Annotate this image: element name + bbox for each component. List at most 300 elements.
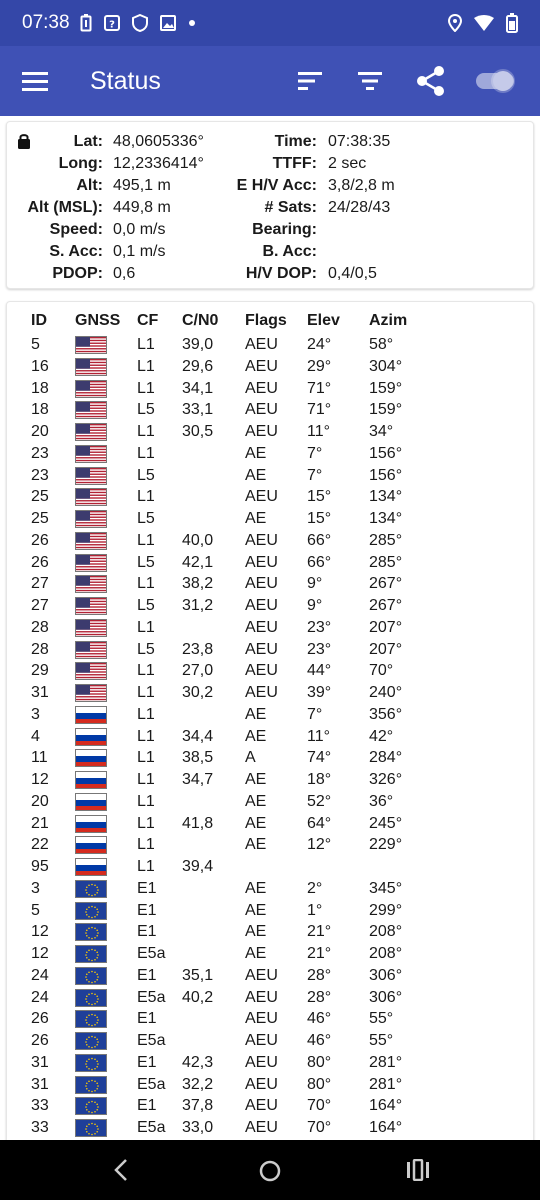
cell-cf: L5 <box>137 640 155 658</box>
cell-cn0: 40,2 <box>182 988 214 1006</box>
cell-elev: 11° <box>307 727 331 745</box>
cell-azim: 36° <box>369 792 394 810</box>
cell-flags: AEU <box>245 1053 278 1071</box>
flag-us-icon <box>75 380 107 398</box>
cell-id: 21 <box>31 814 49 832</box>
cell-flags: AEU <box>245 423 278 440</box>
cell-cf: E1 <box>137 879 157 897</box>
bearing-acc-label: B. Acc: <box>262 243 317 260</box>
cell-flags: AEU <box>245 401 278 419</box>
cell-id: 31 <box>31 684 49 701</box>
flag-us-icon <box>75 423 107 441</box>
col-azim: Azim <box>369 312 408 329</box>
cell-flags: AEU <box>245 1032 278 1049</box>
cell-elev: 70° <box>307 1097 332 1115</box>
table-row <box>7 334 534 356</box>
cell-id: 12 <box>31 923 49 941</box>
table-row <box>7 530 534 552</box>
cell-id: 24 <box>31 988 49 1006</box>
cell-cf: E5a <box>137 1032 166 1049</box>
cell-flags: AE <box>245 792 267 810</box>
flag-us-icon <box>75 532 107 550</box>
location-card <box>6 121 534 289</box>
help-box-icon <box>104 15 120 31</box>
table-row <box>7 595 534 617</box>
speed-label: Speed: <box>49 221 103 238</box>
filter-icon[interactable] <box>356 68 384 94</box>
flag-us-icon <box>75 575 107 593</box>
flag-us-icon <box>75 554 107 572</box>
cell-azim: 164° <box>369 1119 403 1136</box>
cell-id: 26 <box>31 1010 49 1028</box>
cell-cn0: 29,6 <box>182 357 214 375</box>
back-icon[interactable] <box>110 1158 132 1182</box>
speed-acc-label: S. Acc: <box>49 243 103 260</box>
image-icon <box>160 15 176 31</box>
time-label: Time: <box>274 133 317 150</box>
cell-id: 33 <box>31 1119 49 1136</box>
ehv-acc-label: E H/V Acc: <box>236 177 317 194</box>
wifi-icon <box>474 15 494 31</box>
cell-elev: 28° <box>307 966 332 984</box>
cell-elev: 74° <box>307 749 332 767</box>
cell-elev: 66° <box>307 531 332 549</box>
col-cf: CF <box>137 312 159 329</box>
cell-id: 18 <box>31 401 49 419</box>
table-row <box>7 639 534 661</box>
recents-icon[interactable] <box>406 1159 430 1181</box>
cell-id: 4 <box>31 727 40 745</box>
battery-saver-icon <box>80 14 92 32</box>
flag-eu-icon <box>75 1054 107 1072</box>
table-row <box>7 421 534 443</box>
flag-eu-icon <box>75 989 107 1007</box>
cell-azim: 240° <box>369 684 403 701</box>
time-value: 07:38:35 <box>328 133 391 150</box>
cell-cn0: 34,4 <box>182 727 214 745</box>
flag-us-icon <box>75 641 107 659</box>
cell-id: 5 <box>31 901 40 919</box>
cell-azim: 345° <box>369 879 403 897</box>
table-row <box>7 617 534 639</box>
cell-flags: AEU <box>245 1119 278 1136</box>
cell-flags: AE <box>245 444 267 462</box>
cell-flags: AE <box>245 510 267 527</box>
cell-cf: L5 <box>137 510 155 527</box>
cell-cn0: 27,0 <box>182 662 214 680</box>
cell-cf: L5 <box>137 401 155 419</box>
flag-eu-icon <box>75 1010 107 1028</box>
table-row <box>7 660 534 682</box>
cell-elev: 23° <box>307 618 332 636</box>
cell-azim: 267° <box>369 575 403 593</box>
cell-flags: AEU <box>245 553 278 571</box>
cell-flags: AE <box>245 466 267 484</box>
pdop-label: PDOP: <box>52 265 103 282</box>
cell-elev: 44° <box>307 662 332 680</box>
cell-flags: AEU <box>245 1097 278 1115</box>
cell-id: 95 <box>31 858 49 875</box>
cell-flags: AE <box>245 705 267 723</box>
cell-cn0: 33,0 <box>182 1119 214 1136</box>
cell-flags: AEU <box>245 640 278 658</box>
cell-elev: 80° <box>307 1053 332 1071</box>
table-row <box>7 1095 534 1117</box>
cell-id: 26 <box>31 553 49 571</box>
flag-us-icon <box>75 336 107 354</box>
cell-cf: L1 <box>137 662 155 680</box>
table-row <box>7 921 534 943</box>
alt-value: 495,1 m <box>113 177 171 194</box>
cell-elev: 18° <box>307 771 332 788</box>
cell-id: 26 <box>31 1032 49 1049</box>
flag-us-icon <box>75 619 107 637</box>
satellite-table[interactable] <box>6 301 534 1161</box>
table-row <box>7 443 534 465</box>
cell-azim: 55° <box>369 1010 394 1028</box>
cell-azim: 207° <box>369 640 403 658</box>
cell-flags: A <box>245 749 256 767</box>
flag-us-icon <box>75 401 107 419</box>
cell-id: 31 <box>31 1053 49 1071</box>
cell-azim: 299° <box>369 901 403 919</box>
cell-id: 16 <box>31 357 49 375</box>
cell-azim: 159° <box>369 401 403 419</box>
cell-azim: 326° <box>369 771 403 788</box>
cell-cf: L1 <box>137 792 155 810</box>
cell-cn0: 30,2 <box>182 684 214 701</box>
flag-eu-icon <box>75 923 107 941</box>
cell-elev: 21° <box>307 923 332 941</box>
cell-azim: 156° <box>369 444 403 462</box>
cell-elev: 39° <box>307 684 332 701</box>
cell-id: 27 <box>31 597 49 614</box>
cell-flags: AEU <box>245 531 278 549</box>
cell-cn0: 39,0 <box>182 336 214 353</box>
table-row <box>7 1030 534 1052</box>
table-row <box>7 508 534 530</box>
cell-cf: L1 <box>137 836 155 854</box>
pdop-value: 0,6 <box>113 265 136 282</box>
cell-cf: L1 <box>137 336 155 353</box>
cell-cf: E1 <box>137 901 157 919</box>
table-row <box>7 552 534 574</box>
cell-flags: AEU <box>245 988 278 1006</box>
cell-cn0: 38,2 <box>182 575 214 593</box>
col-cn0: C/N0 <box>182 312 219 329</box>
cell-elev: 71° <box>307 379 332 397</box>
table-row <box>7 486 534 508</box>
svg-text:?: ? <box>109 19 115 31</box>
cell-azim: 304° <box>369 357 403 375</box>
cell-flags: AE <box>245 836 267 854</box>
cell-cf: L1 <box>137 771 155 788</box>
cell-azim: 208° <box>369 945 403 962</box>
flag-us-icon <box>75 510 107 528</box>
cell-flags: AEU <box>245 1075 278 1093</box>
cell-elev: 66° <box>307 553 332 571</box>
cell-elev: 23° <box>307 640 332 658</box>
cell-cn0: 38,5 <box>182 749 214 767</box>
table-row <box>7 465 534 487</box>
long-value: 12,2336414° <box>113 155 204 172</box>
shield-icon <box>132 14 148 32</box>
cell-id: 11 <box>31 749 48 767</box>
cell-elev: 2° <box>307 879 323 897</box>
cell-elev: 1° <box>307 901 323 919</box>
cell-elev: 21° <box>307 945 332 962</box>
flag-us-icon <box>75 467 107 485</box>
flag-eu-icon <box>75 945 107 963</box>
cell-cf: L1 <box>137 684 155 701</box>
status-time: 07:38 <box>22 12 70 33</box>
flag-ru-icon <box>75 706 107 724</box>
table-row <box>7 834 534 856</box>
cell-elev: 28° <box>307 988 332 1006</box>
app-toolbar <box>0 46 540 116</box>
cell-azim: 55° <box>369 1032 394 1049</box>
cell-cn0: 23,8 <box>182 640 214 658</box>
share-icon[interactable] <box>416 65 446 97</box>
lat-value: 48,0605336° <box>113 133 204 150</box>
cell-azim: 229° <box>369 836 403 854</box>
cell-azim: 156° <box>369 466 403 484</box>
cell-elev: 11° <box>307 423 331 440</box>
flag-ru-icon <box>75 771 107 789</box>
cell-cf: L1 <box>137 379 155 397</box>
cell-id: 26 <box>31 531 49 549</box>
flag-ru-icon <box>75 749 107 767</box>
cell-cn0: 34,7 <box>182 771 214 788</box>
table-row <box>7 399 534 421</box>
flag-eu-icon <box>75 1076 107 1094</box>
cell-id: 23 <box>31 444 49 462</box>
cell-cf: L1 <box>137 814 155 832</box>
table-row <box>7 573 534 595</box>
cell-azim: 164° <box>369 1097 403 1115</box>
table-row <box>7 726 534 748</box>
flag-us-icon <box>75 445 107 463</box>
cell-flags: AE <box>245 771 267 788</box>
cell-cf: L1 <box>137 618 155 636</box>
flag-us-icon <box>75 684 107 702</box>
hv-dop-value: 0,4/0,5 <box>328 265 377 282</box>
location-icon <box>448 14 462 32</box>
cell-flags: AEU <box>245 357 278 375</box>
cell-cn0: 42,1 <box>182 553 214 571</box>
cell-flags: AEU <box>245 575 278 593</box>
cell-cf: L1 <box>137 488 155 506</box>
cell-flags: AE <box>245 945 267 962</box>
cell-id: 25 <box>31 488 49 506</box>
cell-cn0: 32,2 <box>182 1075 214 1093</box>
table-header <box>7 312 534 334</box>
home-icon[interactable] <box>258 1159 282 1183</box>
table-row <box>7 356 534 378</box>
flag-ru-icon <box>75 793 107 811</box>
col-flags: Flags <box>245 312 287 329</box>
cell-elev: 9° <box>307 597 323 614</box>
table-row <box>7 791 534 813</box>
table-row <box>7 378 534 400</box>
flag-eu-icon <box>75 880 107 898</box>
table-row <box>7 856 534 878</box>
cell-cn0: 40,0 <box>182 531 214 549</box>
long-label: Long: <box>58 155 103 172</box>
table-row <box>7 943 534 965</box>
cell-id: 31 <box>31 1075 49 1093</box>
table-row <box>7 704 534 726</box>
cell-azim: 267° <box>369 597 403 614</box>
cell-elev: 71° <box>307 401 332 419</box>
cell-cf: L1 <box>137 575 155 593</box>
table-row <box>7 987 534 1009</box>
flag-ru-icon <box>75 858 107 876</box>
cell-azim: 58° <box>369 336 394 353</box>
cell-flags: AEU <box>245 1010 278 1028</box>
cell-id: 12 <box>31 771 49 788</box>
cell-cn0: 39,4 <box>182 858 214 875</box>
cell-id: 12 <box>31 945 49 962</box>
cell-flags: AEU <box>245 597 278 614</box>
hv-dop-label: H/V DOP: <box>245 265 317 282</box>
cell-flags: AEU <box>245 684 278 701</box>
cell-id: 3 <box>31 879 40 897</box>
cell-cf: L5 <box>137 553 155 571</box>
flag-eu-icon <box>75 1119 107 1137</box>
cell-azim: 284° <box>369 749 403 767</box>
cell-flags: AEU <box>245 618 278 636</box>
cell-azim: 34° <box>369 423 394 440</box>
cell-id: 20 <box>31 792 49 810</box>
cell-id: 27 <box>31 575 49 593</box>
cell-azim: 306° <box>369 988 403 1006</box>
cell-cf: E5a <box>137 945 166 962</box>
cell-azim: 159° <box>369 379 403 397</box>
cell-elev: 64° <box>307 814 332 832</box>
cell-azim: 281° <box>369 1075 403 1093</box>
cell-elev: 80° <box>307 1075 332 1093</box>
table-row <box>7 1117 534 1139</box>
flag-ru-icon <box>75 836 107 854</box>
flag-eu-icon <box>75 967 107 985</box>
cell-elev: 29° <box>307 357 332 375</box>
cell-id: 29 <box>31 662 49 680</box>
toggle-switch[interactable] <box>474 66 518 96</box>
cell-cf: L1 <box>137 357 155 375</box>
table-row <box>7 1008 534 1030</box>
cell-id: 24 <box>31 966 49 984</box>
cell-cn0: 30,5 <box>182 423 214 440</box>
cell-flags: AE <box>245 901 267 919</box>
cell-elev: 52° <box>307 792 332 810</box>
table-row <box>7 878 534 900</box>
flag-ru-icon <box>75 728 107 746</box>
cell-id: 28 <box>31 640 49 658</box>
cell-cf: E1 <box>137 1010 157 1028</box>
cell-cf: E1 <box>137 966 157 984</box>
cell-id: 20 <box>31 423 49 440</box>
cell-flags: AEU <box>245 966 278 984</box>
cell-cn0: 34,1 <box>182 379 214 397</box>
cell-cf: E1 <box>137 923 157 941</box>
menu-icon[interactable] <box>22 69 48 93</box>
ehv-acc-value: 3,8/2,8 m <box>328 177 395 194</box>
speed-acc-value: 0,1 m/s <box>113 243 166 260</box>
cell-elev: 24° <box>307 336 332 353</box>
cell-id: 23 <box>31 466 49 484</box>
flag-us-icon <box>75 597 107 615</box>
cell-cf: L1 <box>137 749 155 767</box>
page-title: Status <box>90 67 161 95</box>
cell-elev: 70° <box>307 1119 332 1136</box>
cell-azim: 42° <box>369 727 394 745</box>
cell-id: 5 <box>31 336 40 353</box>
flag-eu-icon <box>75 1097 107 1115</box>
cell-cf: L1 <box>137 858 155 875</box>
speed-value: 0,0 m/s <box>113 221 166 238</box>
cell-id: 18 <box>31 379 49 397</box>
cell-azim: 281° <box>369 1053 403 1071</box>
cell-azim: 356° <box>369 705 403 723</box>
cell-id: 22 <box>31 836 49 854</box>
cell-flags: AEU <box>245 336 278 353</box>
cell-elev: 15° <box>307 510 332 527</box>
alt-label: Alt: <box>76 177 103 194</box>
cell-cn0: 37,8 <box>182 1097 214 1115</box>
cell-flags: AEU <box>245 488 278 506</box>
system-nav-bar <box>0 1140 540 1200</box>
cell-cf: E5a <box>137 1119 166 1136</box>
table-row <box>7 900 534 922</box>
cell-cn0: 31,2 <box>182 597 214 614</box>
cell-elev: 7° <box>307 444 323 462</box>
cell-azim: 134° <box>369 510 403 527</box>
alt-msl-label: Alt (MSL): <box>27 199 103 216</box>
cell-id: 33 <box>31 1097 49 1115</box>
cell-cf: E1 <box>137 1097 157 1115</box>
cell-elev: 46° <box>307 1032 332 1049</box>
bearing-label: Bearing: <box>252 221 317 238</box>
cell-cf: L1 <box>137 531 155 549</box>
cell-azim: 70° <box>369 662 394 680</box>
cell-flags: AE <box>245 727 267 745</box>
flag-us-icon <box>75 488 107 506</box>
cell-cf: E1 <box>137 1053 157 1071</box>
sats-label: # Sats: <box>264 199 317 216</box>
cell-flags: AEU <box>245 379 278 397</box>
cell-flags: AEU <box>245 662 278 680</box>
cell-id: 25 <box>31 510 49 527</box>
alt-msl-value: 449,8 m <box>113 199 171 216</box>
cell-elev: 12° <box>307 836 332 854</box>
cell-cf: L1 <box>137 727 155 745</box>
sort-icon[interactable] <box>296 68 324 94</box>
cell-cn0: 41,8 <box>182 814 214 832</box>
cell-azim: 285° <box>369 531 403 549</box>
cell-cn0: 35,1 <box>182 966 214 984</box>
flag-ru-icon <box>75 815 107 833</box>
sats-value: 24/28/43 <box>328 199 391 216</box>
col-id: ID <box>31 312 47 329</box>
flag-eu-icon <box>75 1032 107 1050</box>
cell-cn0: 33,1 <box>182 401 214 419</box>
table-row <box>7 747 534 769</box>
cell-cf: L1 <box>137 705 155 723</box>
dot-icon <box>188 19 196 27</box>
table-row <box>7 682 534 704</box>
table-row <box>7 813 534 835</box>
